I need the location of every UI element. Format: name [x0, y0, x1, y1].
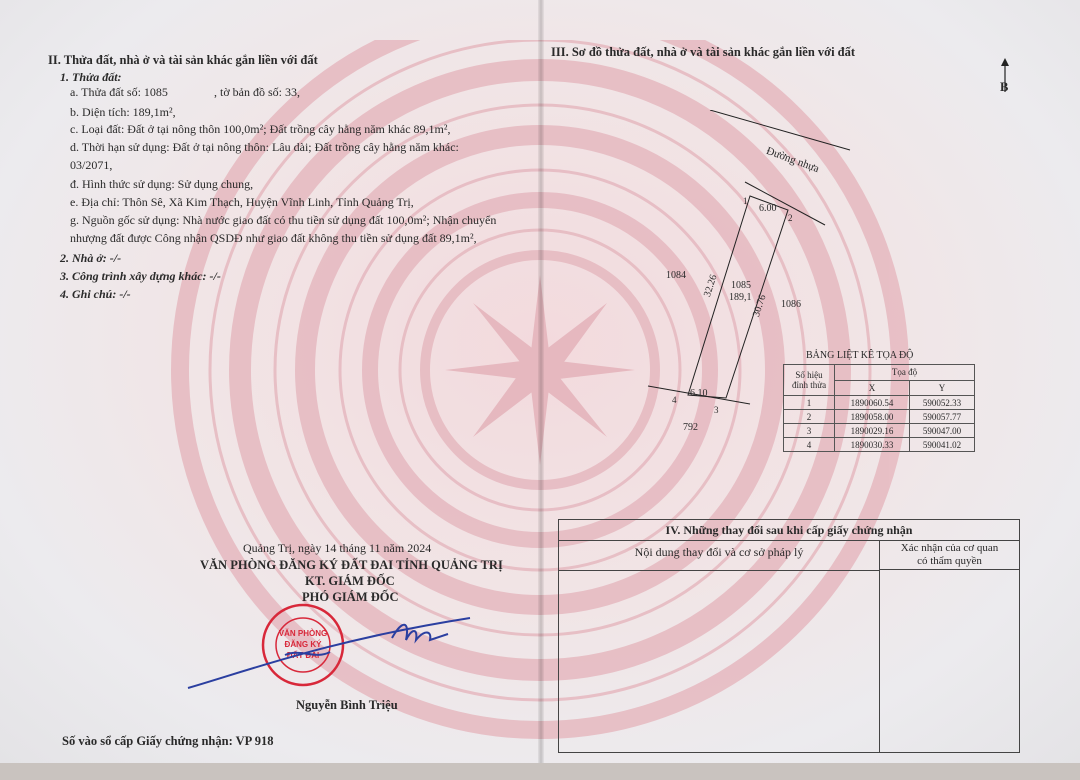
coord-y: 590052.33: [910, 396, 975, 410]
section-iii-title: III. Sơ đồ thửa đất, nhà ở và tài sản khác gắn liền với đất: [551, 45, 856, 59]
svg-text:VĂN PHÒNG: VĂN PHÒNG: [278, 629, 328, 638]
neighbor-right: 1086: [781, 299, 801, 310]
changes-col-approval-line2: có thẩm quyền: [917, 555, 982, 567]
table-row: [784, 396, 975, 410]
coord-y: 590041.02: [910, 438, 975, 452]
coord-n: 3: [784, 424, 835, 438]
usage-term: d. Thời hạn sử dụng: Đất ở tại nông thôn: Lâu dài; Đất trồng cây hằng năm khác:: [70, 140, 459, 154]
coord-header-y: Y: [910, 380, 975, 396]
vice-director-title: PHÓ GIÁM ĐỐC: [302, 590, 399, 604]
coord-x: 1890058.00: [835, 410, 910, 424]
item-3-construction: 3. Công trình xây dựng khác: -/-: [60, 269, 221, 283]
deputy-title: KT. GIÁM ĐỐC: [305, 574, 395, 588]
coord-n: 4: [784, 438, 835, 452]
edge-right: 30.76: [751, 293, 769, 319]
origin-line-2: nhượng đất được Công nhận QSDĐ như giao đất không thu tiền sử dụng đất 89,1m²,: [70, 231, 477, 245]
neighbor-left: 1084: [666, 270, 686, 281]
vertex-3: 3: [714, 405, 719, 415]
coord-table: [783, 364, 975, 452]
edge-left: 32.26: [702, 273, 720, 299]
usage-form: đ. Hình thức sử dụng: Sử dụng chung,: [70, 177, 254, 191]
coord-x: 1890029.16: [835, 424, 910, 438]
coord-y: 590057.77: [910, 410, 975, 424]
coord-header-vertex: Số hiệu đỉnh thửa: [784, 365, 835, 396]
coord-n: 1: [784, 396, 835, 410]
changes-col-content: Nội dung thay đổi và cơ sở pháp lý: [559, 540, 880, 571]
register-book-number: Số vào sổ cấp Giấy chứng nhận: VP 918: [62, 734, 274, 748]
address: e. Địa chỉ: Thôn Sê, Xã Kim Thạch, Huyện Vĩnh Linh, Tỉnh Quảng Trị,: [70, 195, 414, 209]
office-name: VĂN PHÒNG ĐĂNG KÝ ĐẤT ĐAI TỈNH QUẢNG TRỊ: [200, 558, 503, 572]
item-1-title: 1. Thửa đất:: [60, 70, 122, 84]
table-row: [784, 410, 975, 424]
coord-header-x: X: [835, 380, 910, 396]
changes-col-approval: [880, 540, 1019, 570]
changes-title: IV. Những thay đổi sau khi cấp giấy chứng nhận: [559, 520, 1019, 541]
section-ii-title: II. Thửa đất, nhà ở và tài sản khác gắn liền với đất: [48, 53, 318, 67]
parcel-id-label: 1085: [731, 280, 751, 291]
changes-section: [558, 519, 1020, 753]
vertex-2: 2: [788, 213, 793, 223]
coord-x: 1890060.54: [835, 396, 910, 410]
item-4-notes: 4. Ghi chú: -/-: [60, 287, 131, 301]
coord-x: 1890030.33: [835, 438, 910, 452]
svg-text:ĐẤT ĐAI: ĐẤT ĐAI: [286, 651, 320, 660]
vertex-1: 1: [743, 196, 748, 206]
parcel-area-label: 189,1: [729, 292, 752, 303]
issue-date: Quảng Trị, ngày 14 tháng 11 năm 2024: [243, 541, 432, 555]
signer-name: Nguyễn Bình Triệu: [296, 698, 398, 712]
coord-table-title: BẢNG LIỆT KÊ TỌA ĐỘ: [806, 350, 914, 361]
coord-y: 590047.00: [910, 424, 975, 438]
changes-divider: [879, 570, 880, 752]
page-fold: [538, 0, 544, 763]
parcel-number: a. Thửa đất số: 1085: [70, 85, 168, 99]
changes-col-approval-line1: Xác nhận của cơ quan: [900, 542, 999, 554]
svg-text:ĐĂNG KÝ: ĐĂNG KÝ: [284, 640, 322, 649]
origin-line-1: g. Nguồn gốc sử dụng: Nhà nước giao đất có thu tiền sử dụng đất 100,0m²; Nhận chuyển: [70, 213, 497, 227]
table-row: [784, 438, 975, 452]
coord-n: 2: [784, 410, 835, 424]
land-type: c. Loại đất: Đất ở tại nông thôn 100,0m²; Đất trồng cây hằng năm khác 89,1m²,: [70, 122, 451, 136]
map-sheet-number: , tờ bản đồ số: 33,: [214, 85, 301, 99]
area: b. Diện tích: 189,1m²,: [70, 105, 176, 119]
north-label: B: [1000, 80, 1009, 94]
vertex-4: 4: [672, 395, 677, 405]
road-label: Đường nhựa: [764, 144, 821, 176]
edge-bottom: 6.10: [690, 388, 708, 399]
item-2-house: 2. Nhà ở: -/-: [60, 251, 122, 265]
coord-header-coords: Tọa độ: [835, 365, 975, 381]
neighbor-bottom: 792: [683, 422, 698, 433]
table-row: [784, 424, 975, 438]
signature: [180, 600, 480, 700]
usage-term-date: 03/2071,: [70, 158, 113, 172]
edge-top: 6.00: [759, 203, 777, 214]
